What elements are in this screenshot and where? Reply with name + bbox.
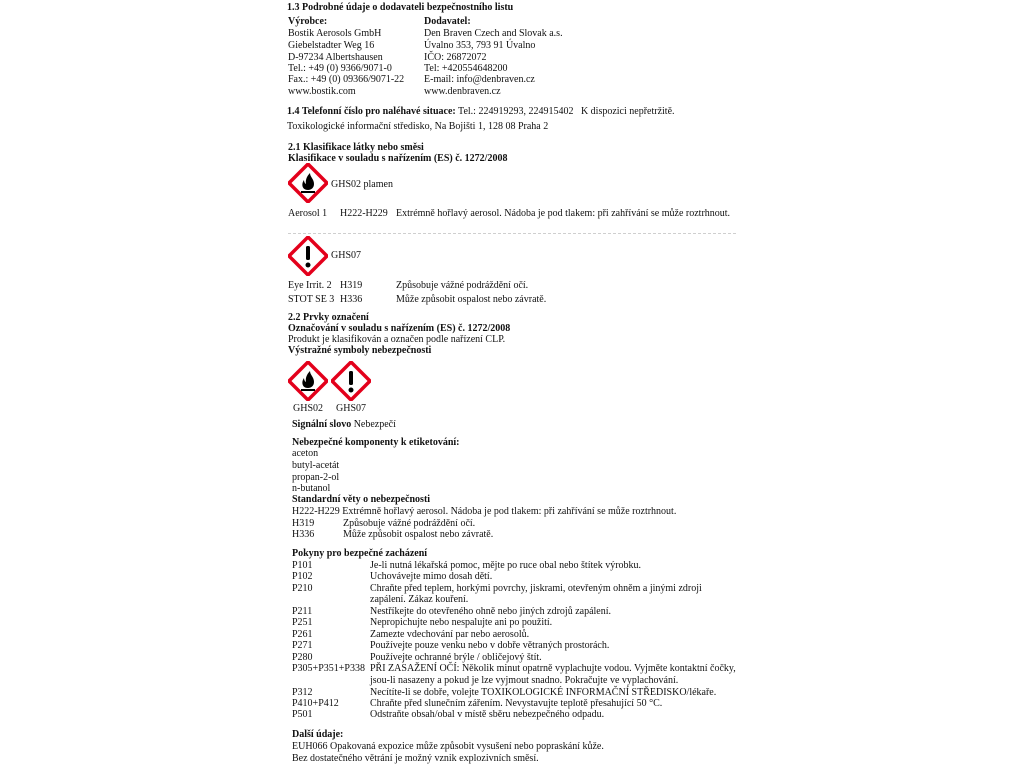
supplier-line: Den Braven Czech and Slovak a.s. (424, 28, 563, 39)
section-1-4 (287, 106, 675, 117)
section-2-2-heading: 2.2 Prvky označení (288, 312, 369, 323)
h-text: Může způsobit ospalost nebo závratě. (343, 529, 494, 540)
exclamation-pictogram-icon (288, 236, 328, 276)
aerosol-h-code: H222-H229 (340, 208, 388, 219)
availability-text: K dispozici nepřetržitě. (580, 106, 675, 117)
p-text: Používejte ochranné brýle / obličejový štít. (370, 652, 542, 663)
p-code: P271 (292, 640, 313, 651)
p-text: PŘI ZASAŽENÍ OČÍ: Několik minut opatrně vyplachujte vodou. Vyjměte kontaktní čočky, (370, 663, 736, 674)
p-code: P211 (292, 606, 313, 617)
p-text: Necítíte-li se dobře, volejte TOXIKOLOGICKÉ INFORMAČNÍ STŘEDISKO/lékaře. (370, 687, 717, 698)
p-text: jsou-li nasazeny a pokud je lze vyjmout snadno. Pokračujte ve vyplachování. (370, 675, 679, 686)
p-text: Uchovávejte mimo dosah dětí. (370, 571, 493, 582)
p-text: Zamezte vdechování par nebo aerosolů. (370, 629, 530, 640)
p-text: Odstraňte obsah/obal v místě sběru nebezpečného odpadu. (370, 709, 605, 720)
p-code: P261 (292, 629, 313, 640)
p-text: Nepropichujte nebo nespalujte ani po použití. (370, 617, 553, 628)
aerosol-category: Aerosol 1 (288, 208, 328, 219)
manufacturer-line: www.bostik.com (288, 86, 356, 97)
p-code: P305+P351+P338 (292, 663, 365, 674)
section-2-1-heading: 2.1 Klasifikace látky nebo směsi (288, 142, 424, 153)
component-item: butyl-acetát (292, 460, 340, 471)
manufacturer-line: D-97234 Albertshausen (288, 52, 383, 63)
p-code: P280 (292, 652, 313, 663)
supplier-label: Dodavatel: (424, 16, 471, 27)
supplier-line: E-mail: info@denbraven.cz (424, 74, 535, 85)
h-code: H336 (292, 529, 315, 540)
hazard-text: Způsobuje vážné podráždění očí. (396, 280, 529, 291)
p-text: Používejte pouze venku nebo v dobře větraných prostorách. (370, 640, 610, 651)
section-1-3-heading: 1.3 Podrobné údaje o dodavateli bezpečnostního listu (287, 2, 514, 13)
h-statement-aerosol: H222-H229 Extrémně hořlavý aerosol. Nádoba je pod tlakem: při zahřívání se může roztrhnout. (292, 506, 677, 517)
ghs07-label: GHS07 (331, 250, 362, 261)
toxicology-center: Toxikologické informační středisko, Na Bojišti 1, 128 08 Praha 2 (287, 121, 549, 132)
supplier-line: IČO: 26872072 (424, 52, 487, 63)
manufacturer-line: Tel.: +49 (0) 9366/9071-0 (288, 63, 392, 74)
components-heading: Nebezpečné komponenty k etiketování: (292, 437, 460, 448)
manufacturer-line: Fax.: +49 (0) 09366/9071-22 (288, 74, 405, 85)
aerosol-h-text: Extrémně hořlavý aerosol. Nádoba je pod tlakem: při zahřívání se může roztrhnout. (396, 208, 731, 219)
pictogram-label: GHS07 (336, 403, 367, 414)
pictogram-label: GHS02 (293, 403, 324, 414)
section-1-4-heading: 1.4 Telefonní číslo pro naléhavé situace: (287, 106, 456, 117)
p-text: Je-li nutná lékařská pomoc, mějte po ruce obal nebo štítek výrobku. (370, 560, 642, 571)
other-info-line: EUH066 Opakovaná expozice může způsobit vysušení nebo popraskání kůže. (292, 741, 604, 752)
manufacturer-label: Výrobce: (288, 16, 328, 27)
precautions-heading: Pokyny pro bezpečné zacházení (292, 548, 428, 559)
supplier-line: www.denbraven.cz (424, 86, 501, 97)
p-code: P251 (292, 617, 313, 628)
manufacturer-line: Bostik Aerosols GmbH (288, 28, 382, 39)
section-2-2-subheading: Označování v souladu s nařízením (ES) č. 1272/2008 (288, 323, 511, 334)
hazard-code: H319 (340, 280, 363, 291)
p-code: P501 (292, 709, 313, 720)
p-text: zapálení. Zákaz kouření. (370, 594, 469, 605)
p-code: P410+P412 (292, 698, 339, 709)
section-2-1-subheading: Klasifikace v souladu s nařízením (ES) č. 1272/2008 (288, 153, 508, 164)
other-info-line: Bez dostatečného větrání je možný vznik explozivních směsí. (292, 753, 539, 764)
divider (288, 233, 736, 234)
emergency-phones: Tel.: 224919293, 224915402 (458, 106, 574, 117)
flame-pictogram-icon (288, 361, 328, 401)
supplier-line: Tel: +420554648200 (424, 63, 508, 74)
component-item: propan-2-ol (292, 472, 340, 483)
hazard-category: Eye Irrit. 2 (288, 280, 332, 291)
p-code: P101 (292, 560, 313, 571)
p-code: P312 (292, 687, 313, 698)
standard-statements-heading: Standardní věty o nebezpečnosti (292, 494, 431, 505)
hazard-code: H336 (340, 294, 363, 305)
supplier-line: Úvalno 353, 793 91 Úvalno (424, 40, 536, 51)
symbols-heading: Výstražné symboly nebezpečnosti (288, 345, 432, 356)
flame-pictogram-icon (288, 163, 328, 203)
manufacturer-line: Giebelstadter Weg 16 (288, 40, 375, 51)
signal-word-row (292, 419, 396, 430)
h-text: Způsobuje vážné podráždění očí. (343, 518, 476, 529)
p-text: Nestříkejte do otevřeného ohně nebo jiných zdrojů zapálení. (370, 606, 612, 617)
signal-word: Nebezpečí (353, 419, 396, 430)
p-text: Chraňte před teplem, horkými povrchy, jiskrami, otevřeným ohněm a jinými zdroji (370, 583, 702, 594)
hazard-text: Může způsobit ospalost nebo závratě. (396, 294, 547, 305)
clp-statement: Produkt je klasifikován a označen podle nařízení CLP. (288, 334, 506, 345)
hazard-category: STOT SE 3 (288, 294, 335, 305)
other-info-heading: Další údaje: (292, 729, 344, 740)
component-item: n-butanol (292, 483, 331, 494)
p-code: P102 (292, 571, 313, 582)
p-code: P210 (292, 583, 313, 594)
h-code: H319 (292, 518, 315, 529)
exclamation-pictogram-icon (331, 361, 371, 401)
signal-word-label: Signální slovo (292, 419, 352, 430)
component-item: aceton (292, 448, 319, 459)
ghs02-label: GHS02 plamen (331, 179, 393, 190)
p-text: Chraňte před slunečním zářením. Nevystavujte teplotě přesahující 50 °C. (370, 698, 663, 709)
